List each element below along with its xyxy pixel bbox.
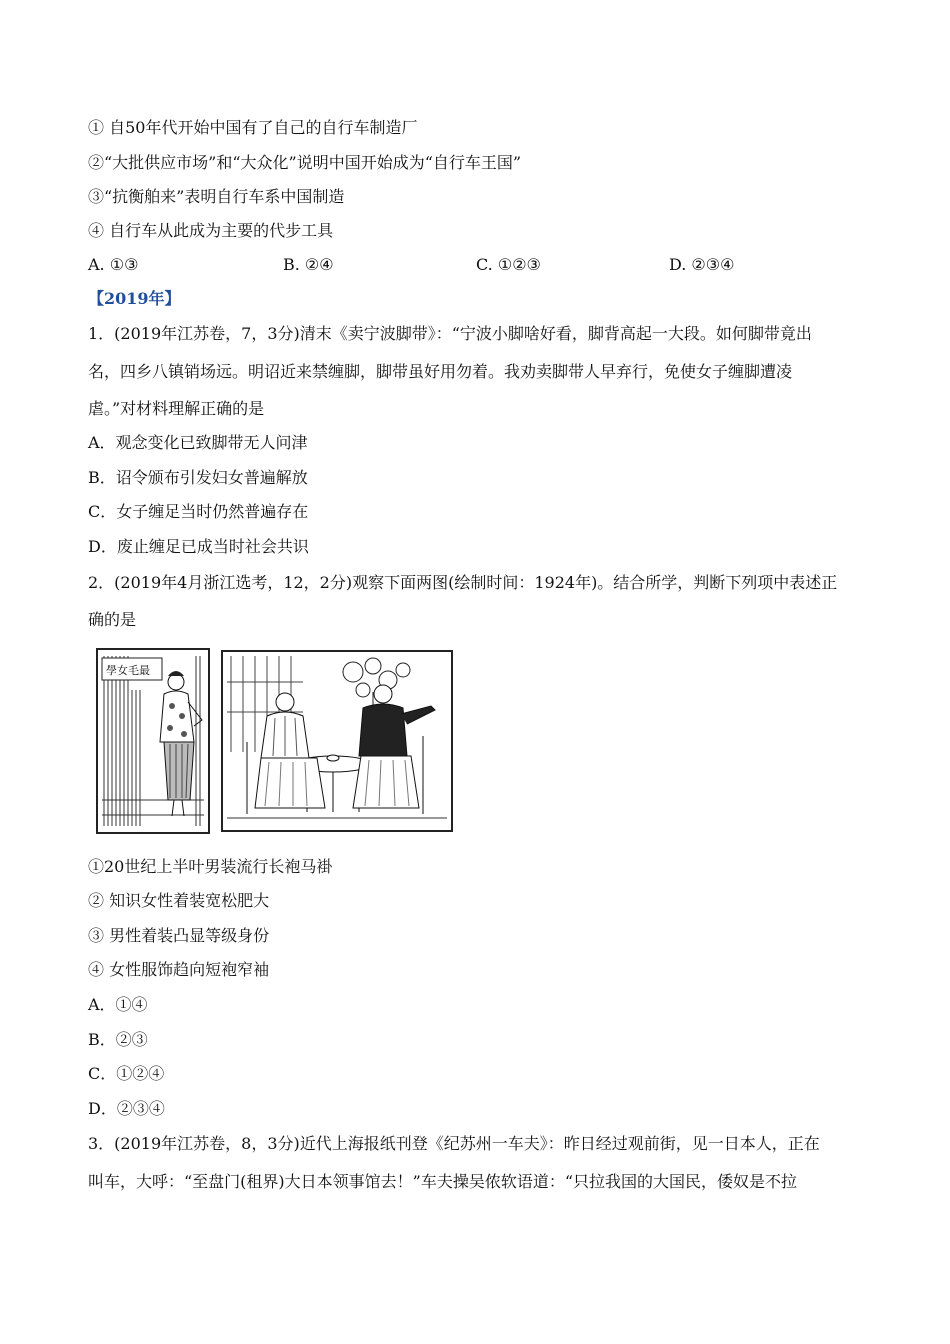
q2-option-c: C．①②④: [88, 1064, 165, 1083]
q2-statement-3: ③ 男性着装凸显等级身份: [88, 926, 270, 945]
q1-option-b: B．诏令颁布引发妇女普遍解放: [88, 468, 308, 487]
statement-1: ① 自50年代开始中国有了自己的自行车制造厂: [88, 118, 418, 137]
q1-option-a: A．观念变化已致脚带无人问津: [88, 433, 308, 452]
q2-statement-4: ④ 女性服饰趋向短袍窄袖: [88, 960, 270, 979]
option-c: C. ①②③: [476, 255, 541, 274]
q2-stem-line-1: 2．(2019年4月浙江选考，12，2分)观察下面两图(绘制时间：1924年)。结合所学，判断下列项中表述正: [88, 573, 838, 592]
statement-4: ④ 自行车从此成为主要的代步工具: [88, 221, 334, 240]
section-heading: 【2019年】: [88, 289, 181, 308]
q2-option-b: B．②③: [88, 1030, 148, 1049]
q3-stem-line-2: 叫车，大呼：“至盘门(租界)大日本领事馆去！”车夫操吴侬软语道：“只拉我国的大国民，倭奴是不拉: [88, 1172, 798, 1191]
q2-statement-2: ② 知识女性着装宽松肥大: [88, 891, 270, 910]
shop-sign-text: 學女毛最: [106, 664, 150, 677]
q2-statement-1: ①20世纪上半叶男装流行长袍马褂: [88, 857, 333, 876]
figure-woman-illustration: [96, 648, 210, 834]
q3-stem-line-1: 3．(2019年江苏卷，8，3分)近代上海报纸刊登《纪苏州一车夫》：昨日经过观前街，见一日本人，正在: [88, 1134, 820, 1153]
q1-stem-line-1: 1．(2019年江苏卷，7，3分)清末《卖宁波脚带》：“宁波小脚啥好看，脚背高起一大段。如何脚带竟出: [88, 324, 812, 343]
figure-men-illustration: [221, 650, 453, 832]
option-b: B. ②④: [283, 255, 334, 274]
q1-stem-line-2: 名，四乡八镇销场远。明诏近来禁缠脚，脚带虽好用勿着。我劝卖脚带人早弃行，免使女子缠脚遭凌: [88, 362, 793, 381]
men-drawing: [223, 652, 451, 830]
statement-3: ③“抗衡舶来”表明自行车系中国制造: [88, 187, 345, 206]
q2-stem-line-2: 确的是: [88, 610, 137, 629]
q2-option-a: A．①④: [88, 995, 148, 1014]
q1-option-d: D．废止缠足已成当时社会共识: [88, 537, 309, 556]
woman-drawing: [98, 650, 208, 832]
q1-stem-line-3: 虐。”对材料理解正确的是: [88, 399, 265, 418]
statement-2: ②“大批供应市场”和“大众化”说明中国开始成为“自行车王国”: [88, 153, 522, 172]
q1-option-c: C．女子缠足当时仍然普遍存在: [88, 502, 309, 521]
q2-option-d: D．②③④: [88, 1099, 165, 1118]
option-d: D. ②③④: [669, 255, 735, 274]
option-a: A. ①③: [88, 255, 139, 274]
